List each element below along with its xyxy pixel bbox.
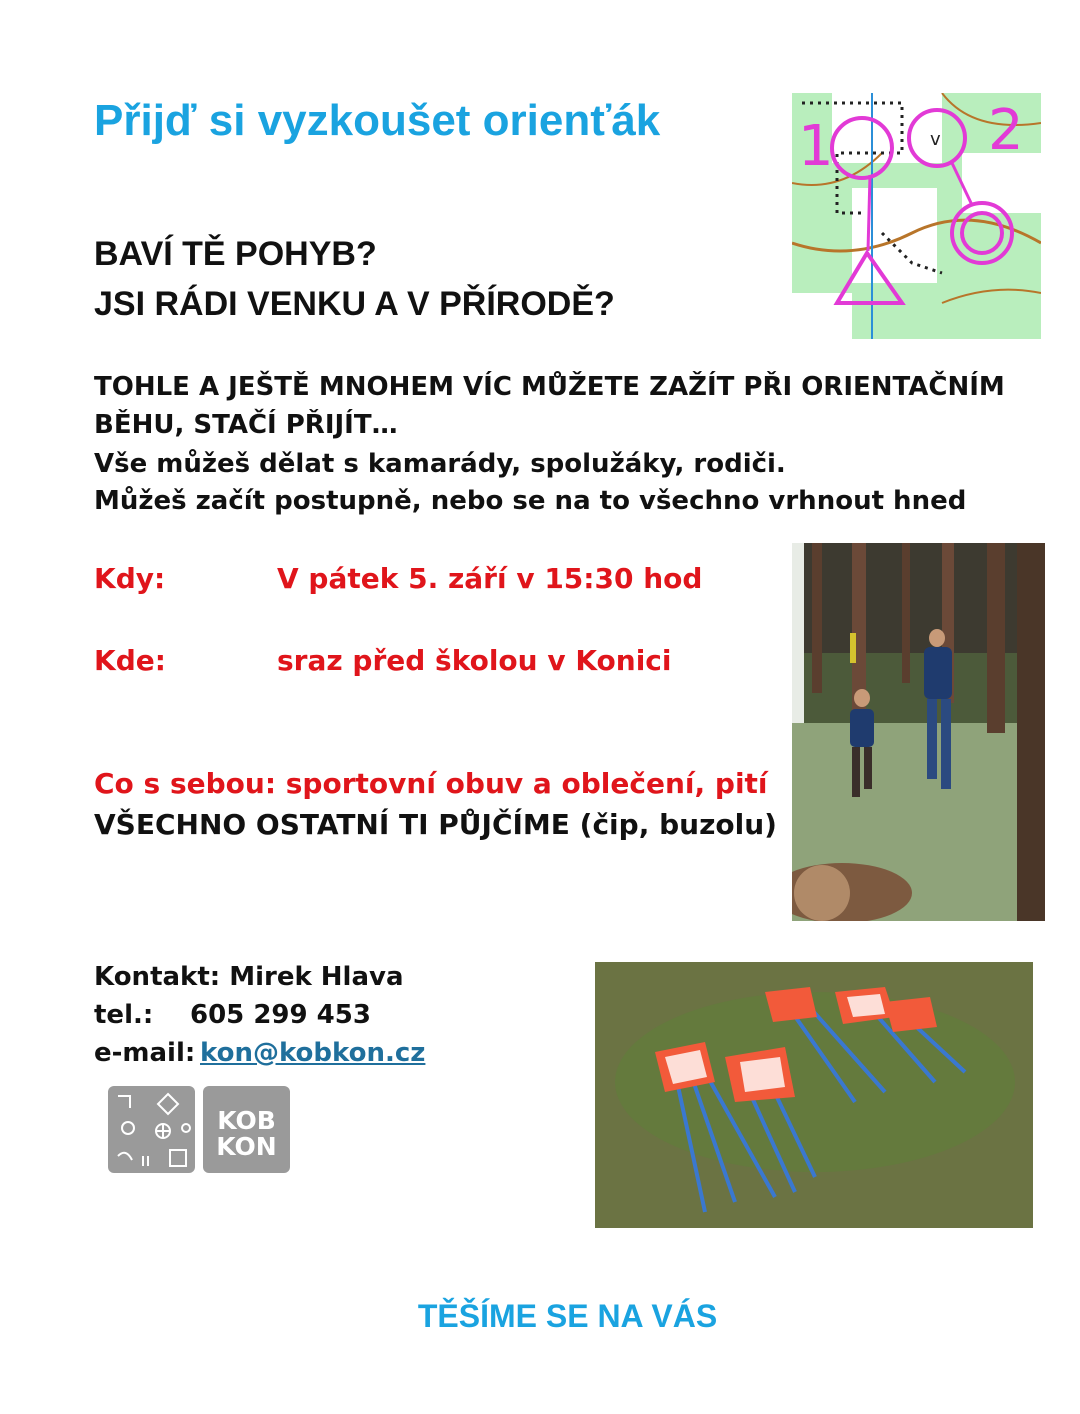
map-illustration <box>792 93 1041 339</box>
when-label: Kdy: <box>94 562 166 595</box>
svg-text:2: 2 <box>988 98 1024 163</box>
intro-line-2: BĚHU, STAČÍ PŘIJÍT… <box>94 410 398 440</box>
kobkon-logo <box>203 1086 290 1173</box>
where-value: sraz před školou v Konici <box>277 644 672 677</box>
page-title: Přijď si vyzkoušet orienťák <box>94 96 661 145</box>
flags-photo-illustration <box>595 962 1033 1228</box>
forest-photo-illustration <box>792 543 1045 921</box>
lend-line: VŠECHNO OSTATNÍ TI PŮJČÍME (čip, buzolu) <box>94 808 777 841</box>
intro-line-4: Můžeš začít postupně, nebo se na to všechno vrhnout hned <box>94 486 967 516</box>
where-label: Kde: <box>94 644 166 677</box>
kobkon-logo-text-bottom: KON <box>216 1132 277 1161</box>
pattern-logo-icon <box>108 1086 195 1173</box>
kobkon-logo-text-top: KOB <box>217 1106 276 1135</box>
svg-text:1: 1 <box>798 114 834 179</box>
contact-tel-label: tel.: <box>94 1000 154 1030</box>
when-value: V pátek 5. září v 15:30 hod <box>277 562 703 595</box>
contact-tel-value: 605 299 453 <box>190 1000 371 1030</box>
club-pattern-logo <box>108 1086 195 1173</box>
contact-email-link[interactable]: kon@kobkon.cz <box>200 1038 426 1068</box>
orienteering-map-image <box>792 93 1041 339</box>
question-2: JSI RÁDI VENKU A V PŘÍRODĚ? <box>94 285 615 323</box>
intro-line-1: TOHLE A JEŠTĚ MNOHEM VÍC MŮŽETE ZAŽÍT PŘI ORIENTAČNÍM <box>94 372 1005 402</box>
footer-greeting: TĚŠÍME SE NA VÁS <box>417 1298 718 1334</box>
forest-run-photo <box>792 543 1045 921</box>
contact-name: Kontakt: Mirek Hlava <box>94 962 404 992</box>
svg-text:v: v <box>930 129 941 150</box>
intro-line-3: Vše můžeš dělat s kamarády, spolužáky, rodiči. <box>94 449 786 479</box>
question-1: BAVÍ TĚ POHYB? <box>94 235 377 273</box>
contact-email-label: e-mail: <box>94 1038 196 1068</box>
bring-line: Co s sebou: sportovní obuv a oblečení, pití <box>94 767 768 800</box>
control-flags-photo <box>595 962 1033 1228</box>
